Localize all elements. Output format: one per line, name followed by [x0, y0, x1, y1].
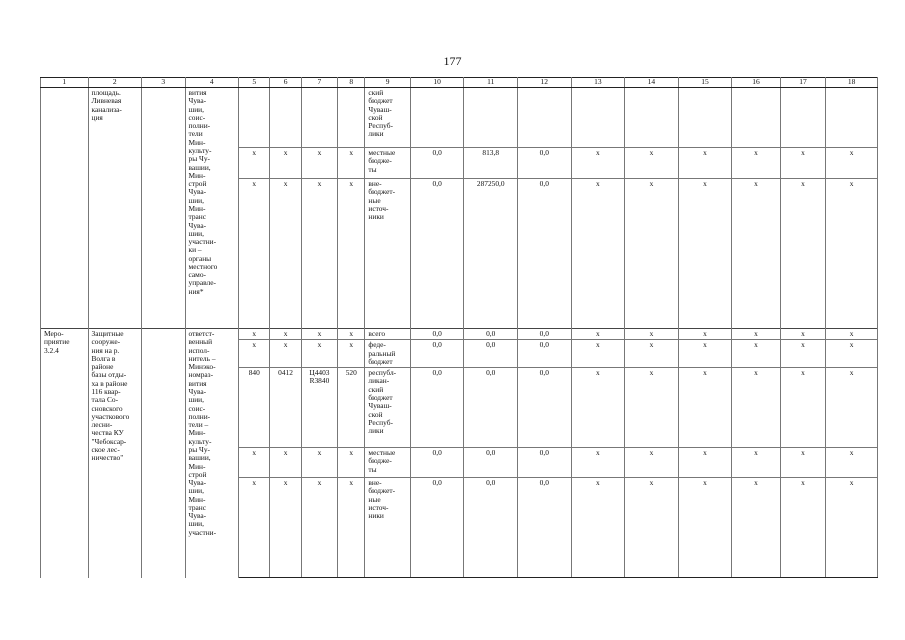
value-cell: x	[678, 478, 732, 578]
code-cell	[270, 88, 301, 148]
code-cell: x	[239, 478, 270, 578]
value-cell: x	[780, 340, 825, 368]
code-cell: x	[270, 179, 301, 329]
value-cell: x	[780, 148, 825, 179]
value-cell: x	[732, 179, 781, 329]
value-cell: 0,0	[518, 179, 572, 329]
value-cell: 0,0	[518, 368, 572, 448]
value-cell: 0,0	[410, 329, 464, 340]
value-cell: 0,0	[464, 478, 518, 578]
value-cell	[780, 88, 825, 148]
code-cell	[301, 88, 337, 148]
column-header: 9	[365, 78, 410, 88]
value-cell: x	[571, 368, 625, 448]
value-cell: x	[678, 179, 732, 329]
code-cell: x	[338, 329, 365, 340]
value-cell: 0,0	[518, 448, 572, 478]
value-cell: x	[732, 148, 781, 179]
value-cell: 0,0	[410, 340, 464, 368]
column-header: 11	[464, 78, 518, 88]
value-cell: x	[826, 448, 878, 478]
column-header: 2	[88, 78, 142, 88]
value-cell: 0,0	[464, 329, 518, 340]
empty-cell	[142, 88, 185, 329]
column-header: 7	[301, 78, 337, 88]
value-cell: x	[571, 448, 625, 478]
code-cell: x	[338, 478, 365, 578]
activity-number-cell: Меро- приятие 3.2.4	[41, 329, 89, 578]
code-cell: x	[301, 448, 337, 478]
value-cell: x	[826, 340, 878, 368]
code-cell: x	[239, 340, 270, 368]
code-cell: x	[270, 478, 301, 578]
code-cell	[239, 88, 270, 148]
table-row	[41, 329, 878, 340]
code-cell: x	[239, 179, 270, 329]
value-cell: x	[571, 179, 625, 329]
funding-source-cell: феде- ральный бюджет	[365, 340, 410, 368]
value-cell: 0,0	[464, 340, 518, 368]
code-cell: x	[301, 179, 337, 329]
code-cell: x	[301, 148, 337, 179]
value-cell: x	[732, 478, 781, 578]
column-header: 15	[678, 78, 732, 88]
value-cell: 0,0	[464, 368, 518, 448]
code-cell: x	[239, 148, 270, 179]
value-cell: x	[678, 448, 732, 478]
value-cell: x	[678, 148, 732, 179]
column-header: 14	[625, 78, 679, 88]
value-cell	[464, 88, 518, 148]
value-cell: 0,0	[518, 148, 572, 179]
value-cell: x	[732, 329, 781, 340]
column-header: 13	[571, 78, 625, 88]
code-cell: x	[239, 448, 270, 478]
code-cell: 840	[239, 368, 270, 448]
value-cell: x	[625, 448, 679, 478]
code-cell: x	[338, 340, 365, 368]
value-cell	[518, 88, 572, 148]
value-cell	[410, 88, 464, 148]
value-cell: x	[826, 179, 878, 329]
code-cell: x	[338, 179, 365, 329]
column-header: 8	[338, 78, 365, 88]
value-cell: 0,0	[410, 148, 464, 179]
executor-cell: ответст- венный испол- нитель – Минэко- номраз- вития Чува- шии, соис- полни- тели – Мин- культу- ры Чу- вашии, Мин- строй Чува- шии, Мин- транс Чува- шии, участни-	[185, 329, 239, 578]
value-cell: x	[826, 148, 878, 179]
value-cell: x	[826, 329, 878, 340]
table-row	[41, 88, 878, 148]
value-cell: 0,0	[518, 478, 572, 578]
executor-cell: вития Чува- шии, соис- полни- тели Мин- культу- ры Чу- вашии, Мин- строй Чува- шии, Мин- транс Чува- шии, участни- ки – органы местного само- управле- ния*	[185, 88, 239, 329]
value-cell: x	[732, 340, 781, 368]
value-cell: x	[571, 478, 625, 578]
value-cell: 287250,0	[464, 179, 518, 329]
activity-number-cell	[41, 88, 89, 329]
code-cell: 520	[338, 368, 365, 448]
funding-source-cell: местные бюдже- ты	[365, 448, 410, 478]
value-cell	[571, 88, 625, 148]
value-cell: x	[625, 329, 679, 340]
value-cell: 0,0	[464, 448, 518, 478]
value-cell: x	[625, 179, 679, 329]
funding-source-cell: всего	[365, 329, 410, 340]
value-cell: x	[678, 340, 732, 368]
value-cell: x	[732, 448, 781, 478]
column-header: 4	[185, 78, 239, 88]
value-cell: x	[780, 368, 825, 448]
value-cell	[826, 88, 878, 148]
value-cell: x	[571, 148, 625, 179]
value-cell: x	[826, 478, 878, 578]
code-cell: 0412	[270, 368, 301, 448]
value-cell: x	[826, 368, 878, 448]
column-header: 12	[518, 78, 572, 88]
value-cell: x	[780, 329, 825, 340]
column-header: 10	[410, 78, 464, 88]
value-cell: x	[678, 368, 732, 448]
code-cell: x	[301, 340, 337, 368]
column-header: 17	[780, 78, 825, 88]
value-cell: 0,0	[518, 340, 572, 368]
code-cell: x	[270, 340, 301, 368]
column-header: 5	[239, 78, 270, 88]
column-header: 1	[41, 78, 89, 88]
value-cell: x	[625, 368, 679, 448]
value-cell: 0,0	[410, 179, 464, 329]
code-cell: x	[270, 148, 301, 179]
code-cell: x	[239, 329, 270, 340]
funding-source-cell: ский бюджет Чуваш- ской Респуб- лики	[365, 88, 410, 148]
value-cell: x	[732, 368, 781, 448]
value-cell: x	[625, 478, 679, 578]
column-header: 6	[270, 78, 301, 88]
page-number: 177	[443, 54, 462, 68]
value-cell	[732, 88, 781, 148]
column-header: 3	[142, 78, 185, 88]
funding-source-cell: вне- бюджет- ные источ- ники	[365, 179, 410, 329]
value-cell: 813,8	[464, 148, 518, 179]
value-cell: x	[571, 340, 625, 368]
value-cell: x	[571, 329, 625, 340]
empty-cell	[142, 329, 185, 578]
value-cell: 0,0	[518, 329, 572, 340]
value-cell: x	[625, 148, 679, 179]
value-cell	[678, 88, 732, 148]
value-cell: x	[780, 448, 825, 478]
activity-name-cell: площадь. Ливневая канализа- ция	[88, 88, 142, 329]
value-cell: x	[780, 478, 825, 578]
code-cell: x	[338, 148, 365, 179]
value-cell	[625, 88, 679, 148]
column-header: 16	[732, 78, 781, 88]
value-cell: x	[678, 329, 732, 340]
code-cell: x	[338, 448, 365, 478]
funding-source-cell: республ- ликан- ский бюджет Чуваш- ской Респуб- лики	[365, 368, 410, 448]
activity-name-cell: Защитные сооруже- ния на р. Волга в районе базы отды- ха в районе 116 квар- тала Со- сновского участкового лесни- чества КУ "Чебоксар- ское лес- ничество"	[88, 329, 142, 578]
funding-source-cell: вне- бюджет- ные источ- ники	[365, 478, 410, 578]
value-cell: 0,0	[410, 368, 464, 448]
code-cell: x	[270, 448, 301, 478]
code-cell: x	[301, 329, 337, 340]
code-cell	[338, 88, 365, 148]
value-cell: x	[780, 179, 825, 329]
code-cell: x	[301, 478, 337, 578]
code-cell: x	[270, 329, 301, 340]
program-table	[40, 77, 878, 578]
column-number-row	[41, 78, 878, 88]
value-cell: x	[625, 340, 679, 368]
value-cell: 0,0	[410, 448, 464, 478]
table-body	[41, 88, 878, 578]
column-header: 18	[826, 78, 878, 88]
funding-source-cell: местные бюдже- ты	[365, 148, 410, 179]
code-cell: Ц4403 R3840	[301, 368, 337, 448]
value-cell: 0,0	[410, 478, 464, 578]
